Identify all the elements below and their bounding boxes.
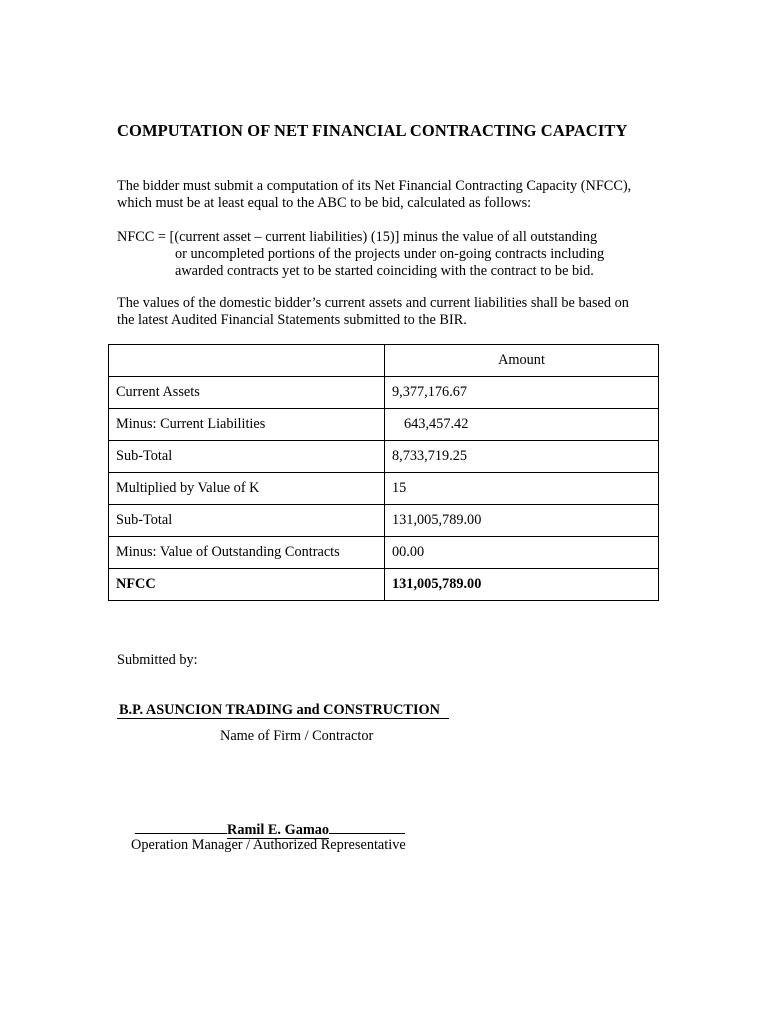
signature-underline bbox=[135, 820, 227, 834]
basis-line-1: The values of the domestic bidder’s current assets and current liabilities shall be based on bbox=[117, 295, 629, 311]
row-label: Minus: Current Liabilities bbox=[109, 409, 385, 441]
table-total-row bbox=[109, 569, 659, 601]
row-label: Current Assets bbox=[109, 377, 385, 409]
row-amount: 15 bbox=[385, 473, 659, 505]
row-label: Multiplied by Value of K bbox=[109, 473, 385, 505]
firm-signature-line bbox=[117, 702, 449, 719]
table-row bbox=[109, 377, 659, 409]
table-row bbox=[109, 505, 659, 537]
header-amount-cell: Amount bbox=[385, 345, 659, 377]
row-amount: 00.00 bbox=[385, 537, 659, 569]
intro-line-1: The bidder must submit a computation of its Net Financial Contracting Capacity (NFCC), bbox=[117, 178, 632, 194]
formula-line-1: NFCC = [(current asset – current liabilities) (15)] minus the value of all outstanding bbox=[117, 229, 598, 245]
table-row bbox=[109, 441, 659, 473]
basis-line-2: the latest Audited Financial Statements submitted to the BIR. bbox=[117, 312, 467, 328]
signer-name: Ramil E. Gamao bbox=[227, 822, 330, 838]
total-amount: 131,005,789.00 bbox=[385, 569, 659, 601]
table-row bbox=[109, 473, 659, 505]
row-amount: 8,733,719.25 bbox=[385, 441, 659, 473]
signature-underline bbox=[329, 820, 405, 834]
row-amount: 9,377,176.67 bbox=[385, 377, 659, 409]
row-label: Sub-Total bbox=[109, 505, 385, 537]
basis-paragraph bbox=[117, 295, 629, 329]
row-label: Minus: Value of Outstanding Contracts bbox=[109, 537, 385, 569]
submitted-by-label: Submitted by: bbox=[117, 652, 198, 668]
document-title: COMPUTATION OF NET FINANCIAL CONTRACTING CAPACITY bbox=[117, 121, 628, 140]
intro-line-2: which must be at least equal to the ABC to be bid, calculated as follows: bbox=[117, 195, 532, 211]
row-label: Sub-Total bbox=[109, 441, 385, 473]
firm-name: B.P. ASUNCION TRADING and CONSTRUCTION bbox=[117, 702, 449, 719]
formula-paragraph bbox=[117, 229, 604, 280]
row-amount: 643,457.42 bbox=[385, 409, 659, 441]
formula-line-3: awarded contracts yet to be started coinciding with the contract to be bid. bbox=[175, 263, 594, 279]
table-row bbox=[109, 409, 659, 441]
header-label-cell bbox=[109, 345, 385, 377]
nfcc-table bbox=[108, 344, 659, 601]
total-label: NFCC bbox=[109, 569, 385, 601]
row-amount: 131,005,789.00 bbox=[385, 505, 659, 537]
firm-caption: Name of Firm / Contractor bbox=[220, 728, 374, 744]
signer-caption: Operation Manager / Authorized Representative bbox=[131, 837, 406, 853]
intro-paragraph bbox=[117, 178, 631, 212]
table-header-row bbox=[109, 345, 659, 377]
formula-line-2: or uncompleted portions of the projects under on-going contracts including bbox=[175, 246, 605, 262]
table-row bbox=[109, 537, 659, 569]
